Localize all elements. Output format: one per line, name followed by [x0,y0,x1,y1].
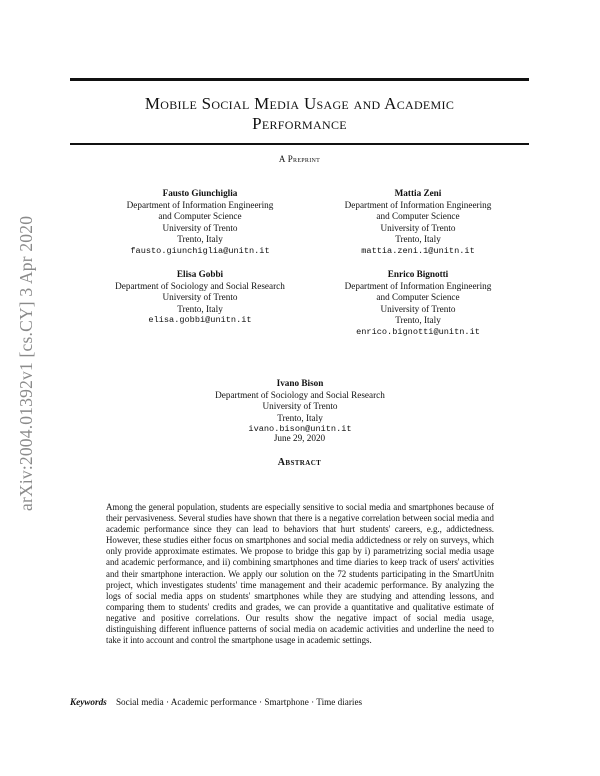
author-affiliation-line: Trento, Italy [395,234,441,244]
arxiv-identifier-stamp: arXiv:2004.01392v1 [cs.CY] 3 Apr 2020 [16,215,36,511]
author-affiliation-line: and Computer Science [376,292,460,302]
keywords-label: Keywords [70,697,107,707]
author-name: Ivano Bison [276,378,324,388]
abstract-body: Among the general population, students are especially sensitive to social media and smartphones because of their pervasiveness. Several studies have shown that there is a negative correlation between social media and academic performance since they can lead to behaviors that hurt students' careers, e.g., addictedness. However, these studies either focus on smartphones and social media addictedness or rely on surveys, which only provide approximate estimates. We propose to bridge this gap by i) parametrizing social media usage and academic performance, and ii) combining smartphones and time diaries to keep track of users' activities and their smartphone interaction. We apply our solution on the 72 students participating in the SmartUnitn project, which investigates students' time management and their academic performance. By analyzing the logs of social media apps on students' smartphones while they are studying and attending lessons, and comparing them to students' credits and grades, we can provide a quantitative and qualitative estimate of negative and positive correlations. Our results show the negative impact of social media usage, distinguishing different influence patterns of social media on academic activities and underline the need to take it into account and control the smartphone usage in academic settings. [106,502,494,646]
title-bottom-rule [70,143,529,145]
author-affiliation-line: University of Trento [262,401,338,411]
author-affiliation-line: Trento, Italy [177,303,223,314]
paper-title-line-1: Mobile Social Media Usage and Academic [144,94,455,113]
preprint-label: A Preprint [278,154,321,164]
keywords-list: Social media · Academic performance · Smartphone · Time diaries [115,697,363,707]
author-block-3 [100,269,300,327]
author-affiliation-line: University of Trento [380,303,456,314]
author-affiliation-line: Trento, Italy [177,234,223,244]
author-affiliation-line: and Computer Science [376,211,460,221]
author-email[interactable]: ivano.bison@unitn.it [248,424,352,434]
author-name: Enrico Bignotti [387,269,449,279]
author-block-5 [200,378,400,436]
author-block-2 [318,188,518,257]
author-affiliation-line: University of Trento [162,222,238,233]
author-name: Fausto Giunchiglia [162,188,238,198]
author-affiliation-line: Trento, Italy [277,412,323,423]
author-affiliation-line: Department of Information Engineering [344,280,492,291]
author-affiliation-line: Department of Information Engineering [126,199,274,210]
author-block-4 [318,269,518,338]
author-name: Elisa Gobbi [176,269,224,279]
keywords-line [70,697,529,707]
author-affiliation-line: University of Trento [380,222,456,233]
paper-title-line-2: Performance [252,114,347,133]
title-top-rule [70,78,529,81]
abstract-heading: Abstract [277,457,322,468]
author-affiliation-line: and Computer Science [158,211,242,221]
author-email[interactable]: enrico.bignotti@unitn.it [356,326,480,337]
author-affiliation-line: Department of Information Engineering [344,199,492,210]
author-affiliation-line: Department of Sociology and Social Research [115,280,285,291]
author-email[interactable]: mattia.zeni.1@unitn.it [361,245,475,256]
publication-date: June 29, 2020 [273,433,326,443]
author-email[interactable]: elisa.gobbi@unitn.it [148,315,252,325]
author-affiliation-line: Trento, Italy [395,315,441,325]
author-name: Mattia Zeni [394,188,442,198]
author-affiliation-line: University of Trento [162,292,238,302]
author-affiliation-line: Department of Sociology and Social Research [215,389,385,400]
author-email[interactable]: fausto.giunchiglia@unitn.it [130,245,270,256]
keywords-separator [109,697,114,707]
author-block-1 [100,188,300,257]
paper-title [70,94,529,134]
